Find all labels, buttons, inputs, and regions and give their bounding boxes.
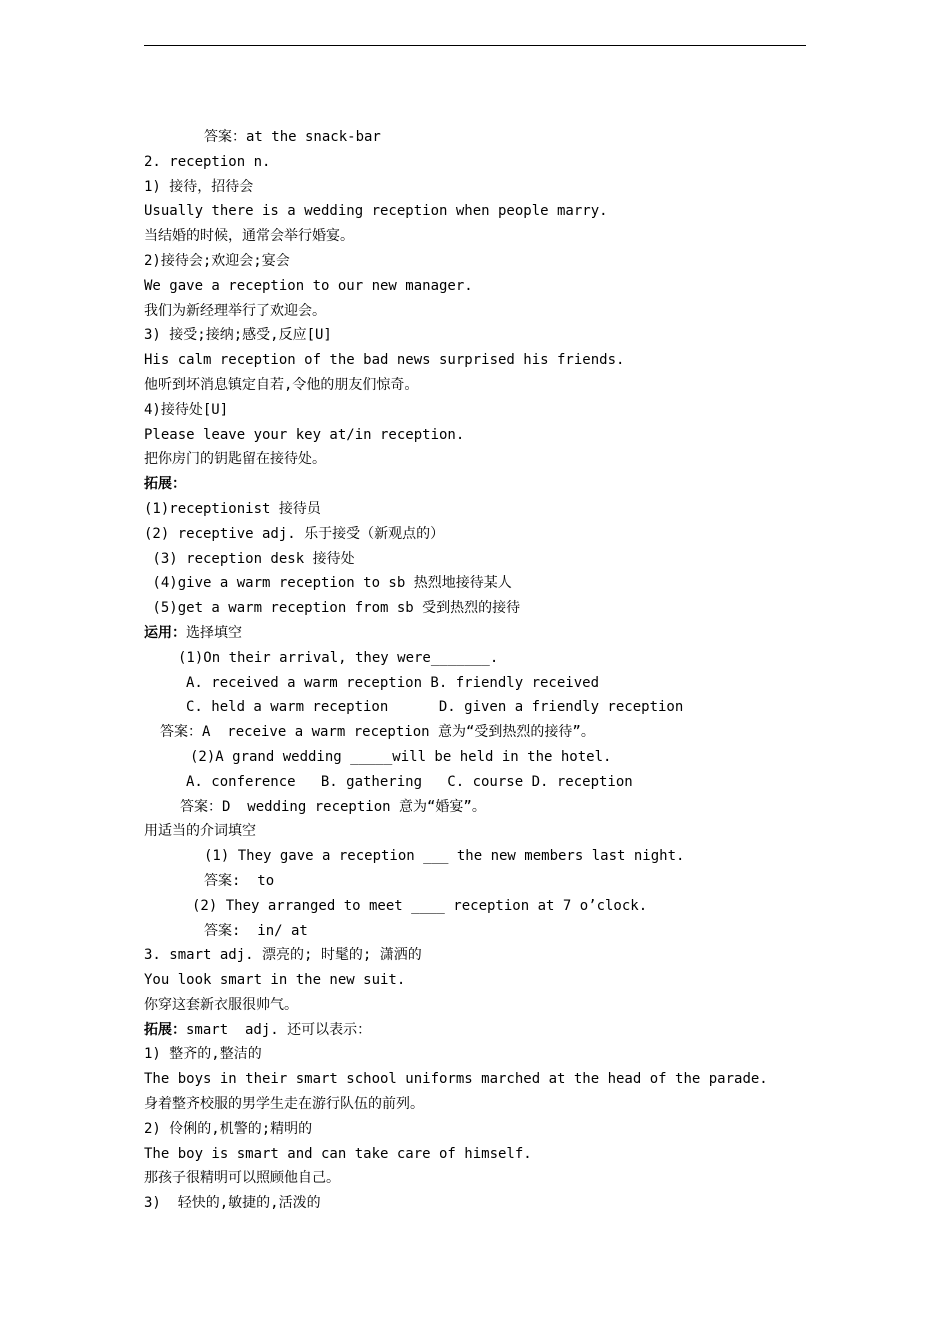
line-text: 1) 接待，招待会: [144, 178, 254, 195]
text-line: [144, 398, 824, 423]
line-text: (3) reception desk 接待处: [144, 550, 355, 567]
text-line: [144, 373, 824, 398]
text-line: [144, 1117, 824, 1142]
line-text: 当结婚的时候，通常会举行婚宴。: [144, 228, 354, 245]
text-line: [144, 894, 824, 919]
line-text: 3) 接受;接纳;感受,反应[U]: [144, 327, 332, 344]
text-line: [144, 547, 824, 572]
text-line: [144, 249, 824, 274]
text-line: [144, 323, 824, 348]
text-line: [144, 274, 824, 299]
text-line: [144, 671, 824, 696]
line-text: We gave a reception to our new manager.: [144, 277, 473, 294]
text-line: [144, 125, 824, 150]
line-text: (1)On their arrival, they were_______.: [178, 649, 499, 666]
line-text: 用适当的介词填空: [144, 823, 256, 840]
text-line: [144, 621, 824, 646]
line-text: You look smart in the new suit.: [144, 972, 406, 989]
line-text: (4)give a warm reception to sb 热烈地接待某人: [144, 575, 512, 592]
text-line: [144, 497, 824, 522]
line-text: smart adj. 还可以表示：: [186, 1021, 372, 1038]
line-text: 4)接待处[U]: [144, 401, 229, 418]
line-text: 把你房门的钥匙留在接待处。: [144, 451, 326, 468]
text-line: [144, 1018, 824, 1043]
text-line: [144, 150, 824, 175]
line-text: 答案：D wedding reception 意为“婚宴”。: [180, 798, 486, 815]
text-line: [144, 646, 824, 671]
line-text: 3) 轻快的,敏捷的,活泼的: [144, 1195, 321, 1212]
line-text: His calm reception of the bad news surprised his friends.: [144, 352, 625, 369]
text-line: [144, 819, 824, 844]
text-line: [144, 795, 824, 820]
text-line: [144, 968, 824, 993]
line-text: 答案: to: [204, 872, 275, 889]
line-text: (5)get a warm reception from sb 受到热烈的接待: [144, 600, 521, 617]
text-line: [144, 1142, 824, 1167]
line-text: 答案：A receive a warm reception 意为“受到热烈的接待”。: [160, 724, 595, 741]
text-line: [144, 522, 824, 547]
line-text: The boys in their smart school uniforms marched at the head of the parade.: [144, 1071, 768, 1088]
text-line: [144, 199, 824, 224]
line-text: 他听到坏消息镇定自若,令他的朋友们惊奇。: [144, 376, 419, 393]
line-text: Please leave your key at/in reception.: [144, 426, 465, 443]
text-line: [144, 175, 824, 200]
line-text: A. received a warm reception B. friendly received: [186, 674, 600, 691]
line-text: 我们为新经理举行了欢迎会。: [144, 302, 326, 319]
text-line: [144, 1092, 824, 1117]
line-text: (2) They arranged to meet ____ reception at 7 o’clock.: [192, 897, 648, 914]
text-line: [144, 1042, 824, 1067]
line-text: 1) 整齐的,整洁的: [144, 1046, 262, 1063]
line-text: 那孩子很精明可以照顾他自己。: [144, 1170, 340, 1187]
line-text: (2)A grand wedding _____will be held in the hotel.: [190, 748, 612, 765]
line-text: (2) receptive adj. 乐于接受（新观点的）: [144, 525, 445, 542]
text-line: [144, 919, 824, 944]
text-line: [144, 695, 824, 720]
line-text: (1)receptionist 接待员: [144, 500, 321, 517]
text-line: [144, 1067, 824, 1092]
text-line: [144, 423, 824, 448]
text-line: [144, 472, 824, 497]
text-line: [144, 571, 824, 596]
line-text: A. conference B. gathering C. course D. reception: [186, 773, 633, 790]
line-text: 2) 伶俐的,机警的;精明的: [144, 1120, 313, 1137]
text-line: [144, 943, 824, 968]
line-text: (1) They gave a reception ___ the new members last night.: [204, 848, 685, 865]
line-text: Usually there is a wedding reception when people marry.: [144, 203, 608, 220]
text-line: [144, 348, 824, 373]
section-heading: 运用：: [144, 624, 186, 641]
line-text: The boy is smart and can take care of himself.: [144, 1145, 532, 1162]
text-line: [144, 770, 824, 795]
line-text: 3. smart adj. 漂亮的; 时髦的; 潇洒的: [144, 947, 422, 964]
text-line: [144, 1166, 824, 1191]
text-line: [144, 299, 824, 324]
line-text: 2. reception n.: [144, 153, 271, 170]
text-line: [144, 993, 824, 1018]
line-text: 答案: in/ at: [204, 922, 308, 939]
text-line: [144, 844, 824, 869]
line-text: 选择填空: [186, 624, 242, 641]
document-body: [144, 125, 824, 1216]
line-text: C. held a warm reception D. given a friendly reception: [186, 699, 684, 716]
line-text: 身着整齐校服的男学生走在游行队伍的前列。: [144, 1096, 424, 1113]
line-text: 你穿这套新衣服很帅气。: [144, 996, 298, 1013]
line-text: 答案：at the snack-bar: [204, 129, 381, 145]
text-line: [144, 720, 824, 745]
text-line: [144, 224, 824, 249]
text-line: [144, 447, 824, 472]
section-heading: 拓展：: [144, 1021, 186, 1038]
text-line: [144, 596, 824, 621]
header-rule: [144, 45, 806, 46]
text-line: [144, 745, 824, 770]
section-heading: 拓展：: [144, 476, 186, 493]
text-line: [144, 869, 824, 894]
line-text: 2)接待会;欢迎会;宴会: [144, 252, 290, 269]
text-line: [144, 1191, 824, 1216]
